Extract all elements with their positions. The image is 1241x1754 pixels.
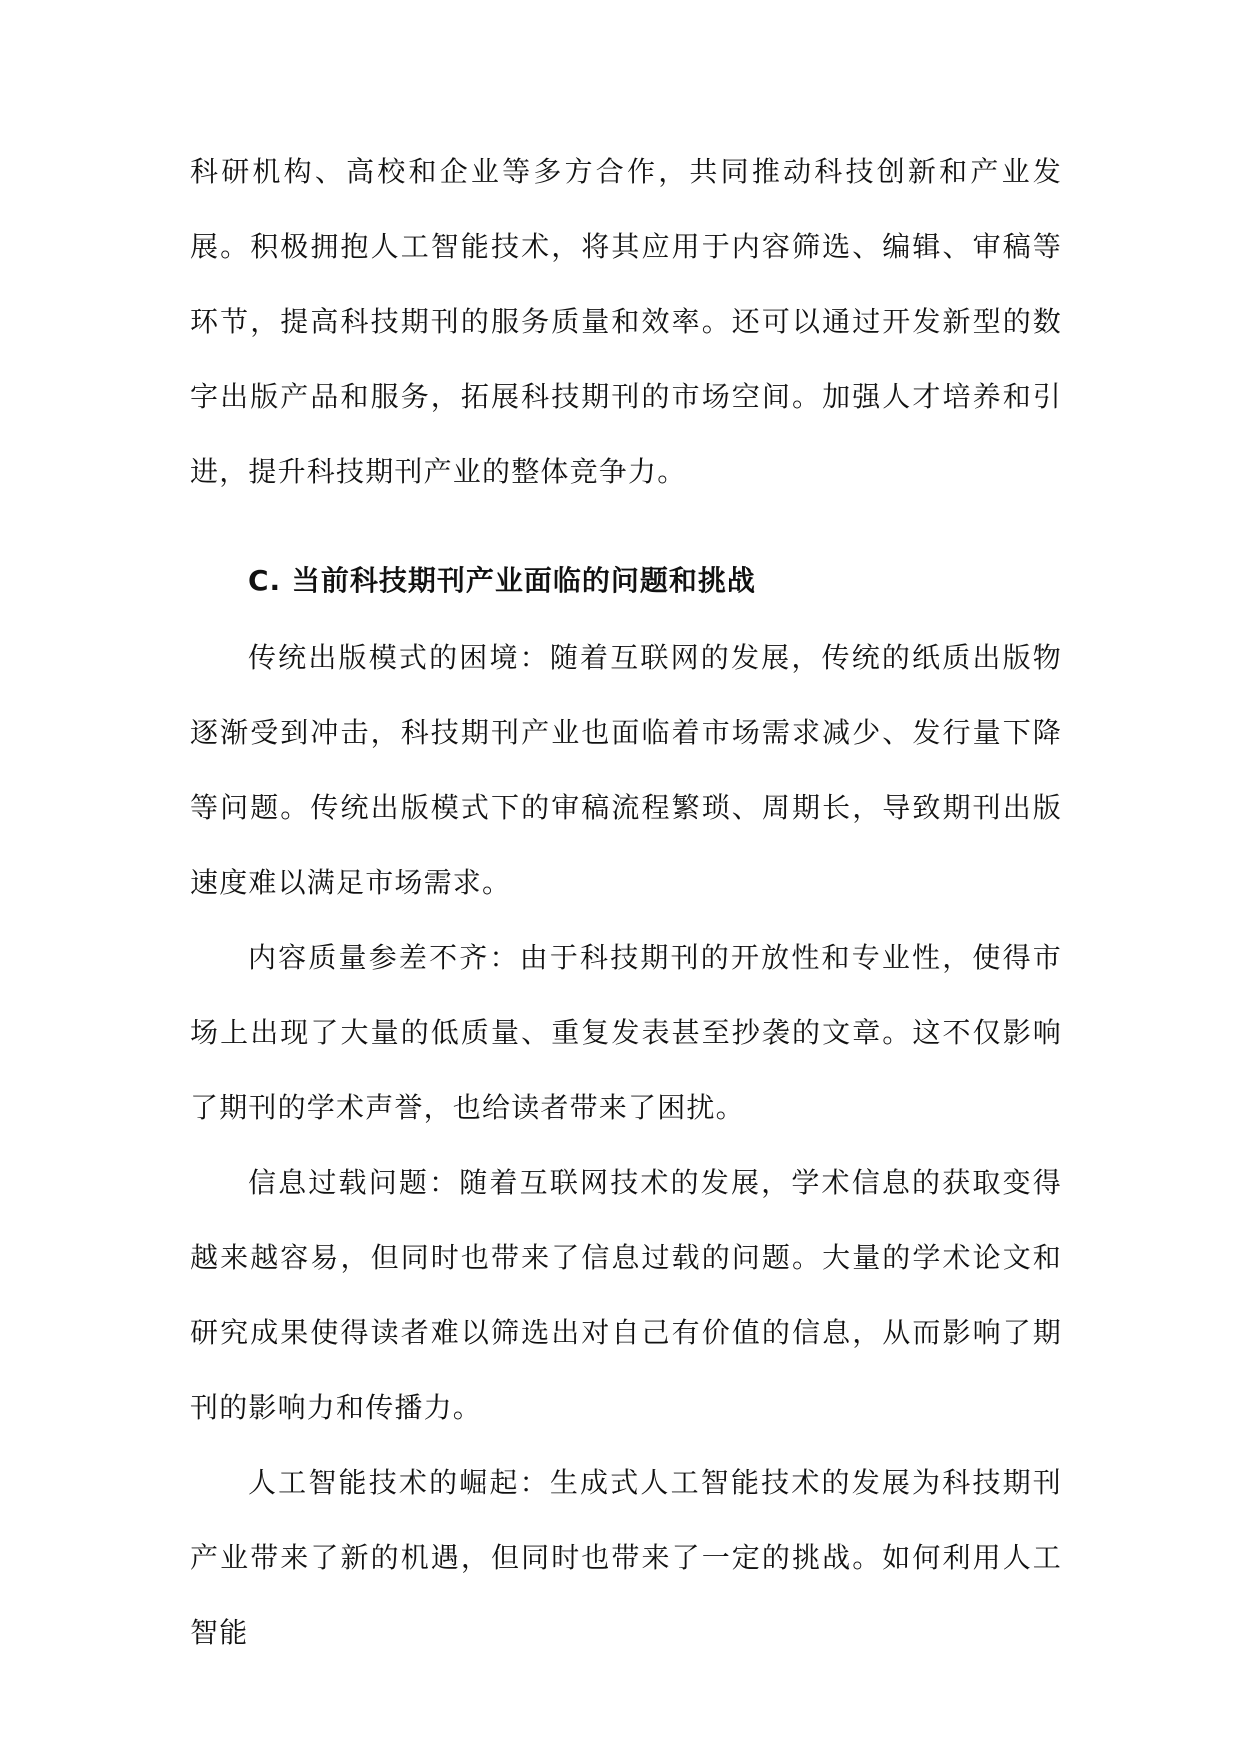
body-paragraph: 科研机构、高校和企业等多方合作，共同推动科技创新和产业发展。积极拥抱人工智能技术，将其应用于内容筛选、编辑、审稿等环节，提高科技期刊的服务质量和效率。还可以通过开发新型的数字出版产品和服务，拓展科技期刊的市场空间。加强人才培养和引进，提升科技期刊产业的整体竞争力。 xyxy=(190,155,1062,488)
body-paragraph: 内容质量参差不齐：由于科技期刊的开放性和专业性，使得市场上出现了大量的低质量、重复发表甚至抄袭的文章。这不仅影响了期刊的学术声誉，也给读者带来了困扰。 xyxy=(190,941,1062,1124)
body-paragraph: 传统出版模式的困境：随着互联网的发展，传统的纸质出版物逐渐受到冲击，科技期刊产业也面临着市场需求减少、发行量下降等问题。传统出版模式下的审稿流程繁琐、周期长，导致期刊出版速度难以满足市场需求。 xyxy=(190,641,1062,899)
body-paragraph: 人工智能技术的崛起：生成式人工智能技术的发展为科技期刊产业带来了新的机遇，但同时也带来了一定的挑战。如何利用人工智能 xyxy=(190,1466,1062,1649)
section-heading: C. 当前科技期刊产业面临的问题和挑战 xyxy=(248,564,756,597)
body-paragraph: 信息过载问题：随着互联网技术的发展，学术信息的获取变得越来越容易，但同时也带来了信息过载的问题。大量的学术论文和研究成果使得读者难以筛选出对自己有价值的信息，从而影响了期刊的影响力和传播力。 xyxy=(190,1166,1062,1424)
